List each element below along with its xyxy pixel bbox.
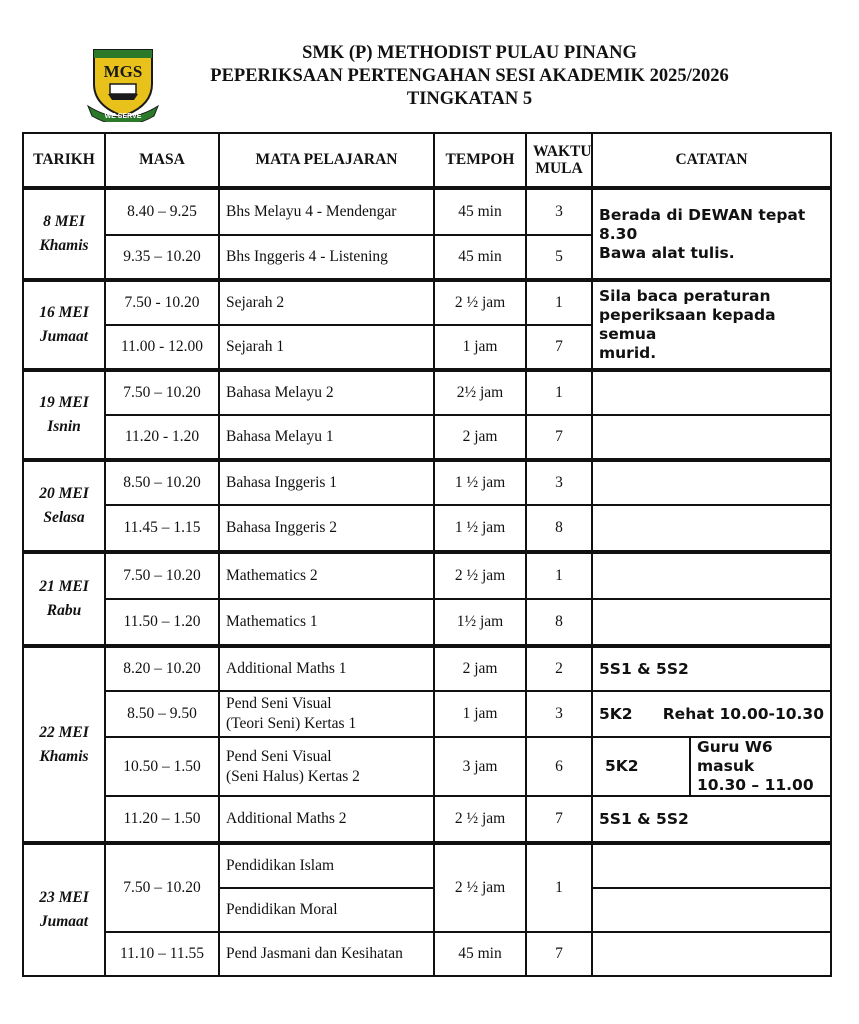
waktu-cell: 5 xyxy=(526,235,592,280)
date-label: 8 MEI xyxy=(43,213,85,230)
tempoh-cell: 1 jam xyxy=(434,325,526,370)
catatan-cell xyxy=(592,415,831,460)
masa-cell: 7.50 – 10.20 xyxy=(105,843,219,932)
subject-cell: Bahasa Melayu 1 xyxy=(219,415,434,460)
school-crest-logo xyxy=(86,44,160,122)
table-row xyxy=(23,370,831,415)
table-row xyxy=(23,691,831,737)
waktu-cell: 2 xyxy=(526,646,592,691)
tempoh-cell: 2 ½ jam xyxy=(434,280,526,325)
catatan-cell xyxy=(592,552,831,599)
header-titles xyxy=(160,42,859,111)
note-teacher xyxy=(689,738,824,795)
table-row xyxy=(23,599,831,646)
tempoh-cell: 45 min xyxy=(434,235,526,280)
date-cell xyxy=(23,188,105,280)
note-break: Rehat 10.00-10.30 xyxy=(662,704,824,723)
subject-cell: Sejarah 2 xyxy=(219,280,434,325)
table-row xyxy=(23,280,831,325)
day-group xyxy=(23,460,831,552)
catatan-cell xyxy=(592,599,831,646)
tempoh-cell: 1 ½ jam xyxy=(434,460,526,505)
subject-cell: Bahasa Inggeris 1 xyxy=(219,460,434,505)
date-cell xyxy=(23,460,105,552)
date-label: 16 MEI xyxy=(39,304,89,321)
day-group xyxy=(23,188,831,280)
date-cell xyxy=(23,843,105,976)
note-line: peperiksaan kepada semua xyxy=(599,306,776,343)
catatan-cell xyxy=(592,188,831,280)
form-level: TINGKATAN 5 xyxy=(406,89,533,109)
school-name: SMK (P) METHODIST PULAU PINANG xyxy=(302,43,637,63)
day-group xyxy=(23,370,831,460)
catatan-cell: 5S1 & 5S2 xyxy=(592,796,831,843)
date-cell xyxy=(23,552,105,646)
day-label: Selasa xyxy=(43,509,85,526)
page-header xyxy=(0,40,859,120)
tempoh-cell: 1 jam xyxy=(434,691,526,737)
subject-cell: Bhs Melayu 4 - Mendengar xyxy=(219,188,434,235)
waktu-cell: 8 xyxy=(526,505,592,552)
note-row xyxy=(599,705,824,724)
tempoh-cell: 2 jam xyxy=(434,415,526,460)
date-label: 19 MEI xyxy=(39,394,89,411)
col-mata-pelajaran: MATA PELAJARAN xyxy=(219,133,434,188)
tempoh-cell: 2 ½ jam xyxy=(434,796,526,843)
subject-cell: Pendidikan Moral xyxy=(219,888,434,932)
table-row xyxy=(23,796,831,843)
tempoh-cell: 2 ½ jam xyxy=(434,552,526,599)
date-label: 21 MEI xyxy=(39,578,89,595)
waktu-cell: 3 xyxy=(526,460,592,505)
col-tarikh: TARIKH xyxy=(23,133,105,188)
date-cell xyxy=(23,646,105,843)
catatan-cell xyxy=(592,843,831,888)
note-line: Sila baca peraturan xyxy=(599,287,771,305)
col-masa: MASA xyxy=(105,133,219,188)
col-mula-label: MULA xyxy=(535,160,583,177)
table-row xyxy=(23,646,831,691)
subject-line: (Teori Seni) Kertas 1 xyxy=(226,715,357,732)
exam-title: PEPERIKSAAN PERTENGAHAN SESI AKADEMIK 2025/2026 xyxy=(210,66,729,86)
tempoh-cell: 1½ jam xyxy=(434,599,526,646)
day-group xyxy=(23,646,831,843)
waktu-cell: 1 xyxy=(526,280,592,325)
catatan-cell xyxy=(592,280,831,370)
table-header-row xyxy=(23,133,831,188)
waktu-cell: 7 xyxy=(526,325,592,370)
table-row xyxy=(23,843,831,888)
catatan-cell xyxy=(592,460,831,505)
svg-text:WE SERVE: WE SERVE xyxy=(104,113,142,120)
note-line: Guru W6 masuk xyxy=(697,738,773,775)
subject-cell: Bahasa Inggeris 2 xyxy=(219,505,434,552)
note-line: Berada di DEWAN tepat 8.30 xyxy=(599,205,806,243)
masa-cell: 10.50 – 1.50 xyxy=(105,737,219,796)
tempoh-cell: 1 ½ jam xyxy=(434,505,526,552)
date-cell xyxy=(23,280,105,370)
waktu-cell: 1 xyxy=(526,843,592,932)
day-group xyxy=(23,280,831,370)
waktu-cell: 7 xyxy=(526,932,592,976)
table-row xyxy=(23,552,831,599)
waktu-cell: 1 xyxy=(526,552,592,599)
masa-cell: 7.50 - 10.20 xyxy=(105,280,219,325)
masa-cell: 8.20 – 10.20 xyxy=(105,646,219,691)
tempoh-cell: 2 jam xyxy=(434,646,526,691)
table-row xyxy=(23,737,831,796)
subject-cell: Pend Jasmani dan Kesihatan xyxy=(219,932,434,976)
catatan-cell xyxy=(592,888,831,932)
note-line: 10.30 – 11.00 xyxy=(697,776,814,794)
waktu-cell: 3 xyxy=(526,188,592,235)
masa-cell: 7.50 – 10.20 xyxy=(105,552,219,599)
catatan-cell xyxy=(592,691,831,737)
svg-text:MGS: MGS xyxy=(103,62,143,81)
date-label: 23 MEI xyxy=(39,889,89,906)
subject-cell xyxy=(219,737,434,796)
note-class: 5K2 xyxy=(605,757,639,775)
masa-cell: 8.50 – 9.50 xyxy=(105,691,219,737)
date-label: 20 MEI xyxy=(39,485,89,502)
subject-cell: Bhs Inggeris 4 - Listening xyxy=(219,235,434,280)
subject-cell: Sejarah 1 xyxy=(219,325,434,370)
masa-cell: 11.50 – 1.20 xyxy=(105,599,219,646)
tempoh-cell: 45 min xyxy=(434,188,526,235)
catatan-cell xyxy=(592,737,831,796)
day-label: Rabu xyxy=(46,602,82,619)
day-label: Jumaat xyxy=(39,913,89,930)
table-row xyxy=(23,188,831,235)
subject-cell: Bahasa Melayu 2 xyxy=(219,370,434,415)
date-label: 22 MEI xyxy=(39,723,89,741)
table-row xyxy=(23,932,831,976)
masa-cell: 11.45 – 1.15 xyxy=(105,505,219,552)
masa-cell: 11.10 – 11.55 xyxy=(105,932,219,976)
masa-cell: 11.20 - 1.20 xyxy=(105,415,219,460)
note-line: murid. xyxy=(599,344,657,362)
masa-cell: 7.50 – 10.20 xyxy=(105,370,219,415)
note-line: Bawa alat tulis. xyxy=(599,243,735,262)
waktu-cell: 3 xyxy=(526,691,592,737)
waktu-cell: 7 xyxy=(526,796,592,843)
tempoh-cell: 3 jam xyxy=(434,737,526,796)
col-catatan: CATATAN xyxy=(592,133,831,188)
day-label: Khamis xyxy=(39,237,89,254)
masa-cell: 8.40 – 9.25 xyxy=(105,188,219,235)
catatan-cell xyxy=(592,932,831,976)
date-cell xyxy=(23,370,105,460)
masa-cell: 8.50 – 10.20 xyxy=(105,460,219,505)
subject-cell: Mathematics 2 xyxy=(219,552,434,599)
masa-cell: 11.20 – 1.50 xyxy=(105,796,219,843)
catatan-cell xyxy=(592,370,831,415)
day-group xyxy=(23,552,831,646)
day-label: Khamis xyxy=(39,747,89,765)
waktu-cell: 8 xyxy=(526,599,592,646)
table-row xyxy=(23,415,831,460)
exam-schedule-table xyxy=(22,132,832,977)
subject-line: Pend Seni Visual xyxy=(226,695,332,712)
waktu-cell: 1 xyxy=(526,370,592,415)
day-group xyxy=(23,843,831,976)
col-waktu-mula xyxy=(526,133,592,188)
subject-cell xyxy=(219,691,434,737)
day-label: Isnin xyxy=(47,418,81,435)
tempoh-cell: 45 min xyxy=(434,932,526,976)
table-row xyxy=(23,460,831,505)
day-label: Jumaat xyxy=(39,328,89,345)
masa-cell: 11.00 - 12.00 xyxy=(105,325,219,370)
subject-cell: Additional Maths 2 xyxy=(219,796,434,843)
col-waktu-label: WAKTU xyxy=(533,143,592,160)
subject-cell: Mathematics 1 xyxy=(219,599,434,646)
waktu-cell: 6 xyxy=(526,737,592,796)
note-class: 5K2 xyxy=(599,704,633,723)
tempoh-cell: 2 ½ jam xyxy=(434,843,526,932)
subject-cell: Pendidikan Islam xyxy=(219,843,434,888)
table-row xyxy=(23,505,831,552)
waktu-cell: 7 xyxy=(526,415,592,460)
masa-cell: 9.35 – 10.20 xyxy=(105,235,219,280)
subject-line: (Seni Halus) Kertas 2 xyxy=(226,767,360,785)
subject-cell: Additional Maths 1 xyxy=(219,646,434,691)
catatan-cell: 5S1 & 5S2 xyxy=(592,646,831,691)
tempoh-cell: 2½ jam xyxy=(434,370,526,415)
note-split xyxy=(599,738,824,795)
subject-line: Pend Seni Visual xyxy=(226,747,332,765)
col-tempoh: TEMPOH xyxy=(434,133,526,188)
catatan-cell xyxy=(592,505,831,552)
